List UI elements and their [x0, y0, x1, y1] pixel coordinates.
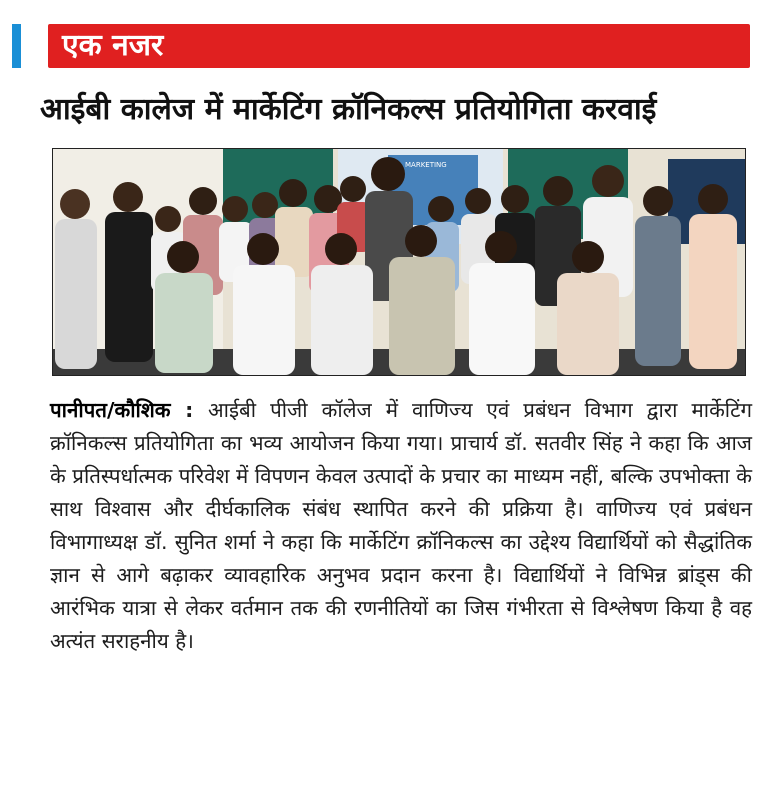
group-photo: [52, 148, 746, 376]
article-text: आईबी पीजी कॉलेज में वाणिज्य एवं प्रबंधन विभाग द्वारा मार्केटिंग क्रॉनिकल्स प्रतियोगिता का भव्य आयोजन किया गया। प्राचार्य डॉ. सतवीर सिंह ने कहा कि आज के प्रतिस्पर्धात्मक परिवेश में विपणन केवल उत्पादों के प्रचार का माध्यम नहीं, बल्कि उपभोक्ता के साथ विश्वास और दीर्घकालिक संबंध स्थापित करने की प्रक्रिया है। वाणिज्य एवं प्रबंधन विभागाध्यक्ष डॉ. सुनित शर्मा ने कहा कि मार्केटिंग क्रॉनिकल्स का उद्देश्य विद्यार्थियों को सैद्धांतिक ज्ञान से आगे बढ़ाकर व्यावहारिक अनुभव प्रदान करना है। विद्यार्थियों ने विभिन्न ब्रांड्स की आरंभिक यात्रा से लेकर वर्तमान तक की रणनीतियों का जिस गंभीरता से विश्लेषण किया है वह अत्यंत सराहनीय है।: [50, 398, 752, 653]
section-accent-stripe: [12, 24, 21, 68]
article-body: [50, 394, 752, 658]
headline: आईबी कालेज में मार्केटिंग क्रॉनिकल्स प्रतियोगिता करवाई: [40, 92, 657, 127]
group-photo-illustration: [53, 149, 745, 375]
dateline: पानीपत/कौशिक: [50, 398, 171, 422]
screen-text: MARKETING: [405, 161, 447, 169]
dateline-separator: :: [170, 398, 209, 422]
section-label: एक नजर: [62, 28, 164, 63]
section-header: [12, 24, 750, 68]
article-paragraph: [50, 394, 752, 658]
